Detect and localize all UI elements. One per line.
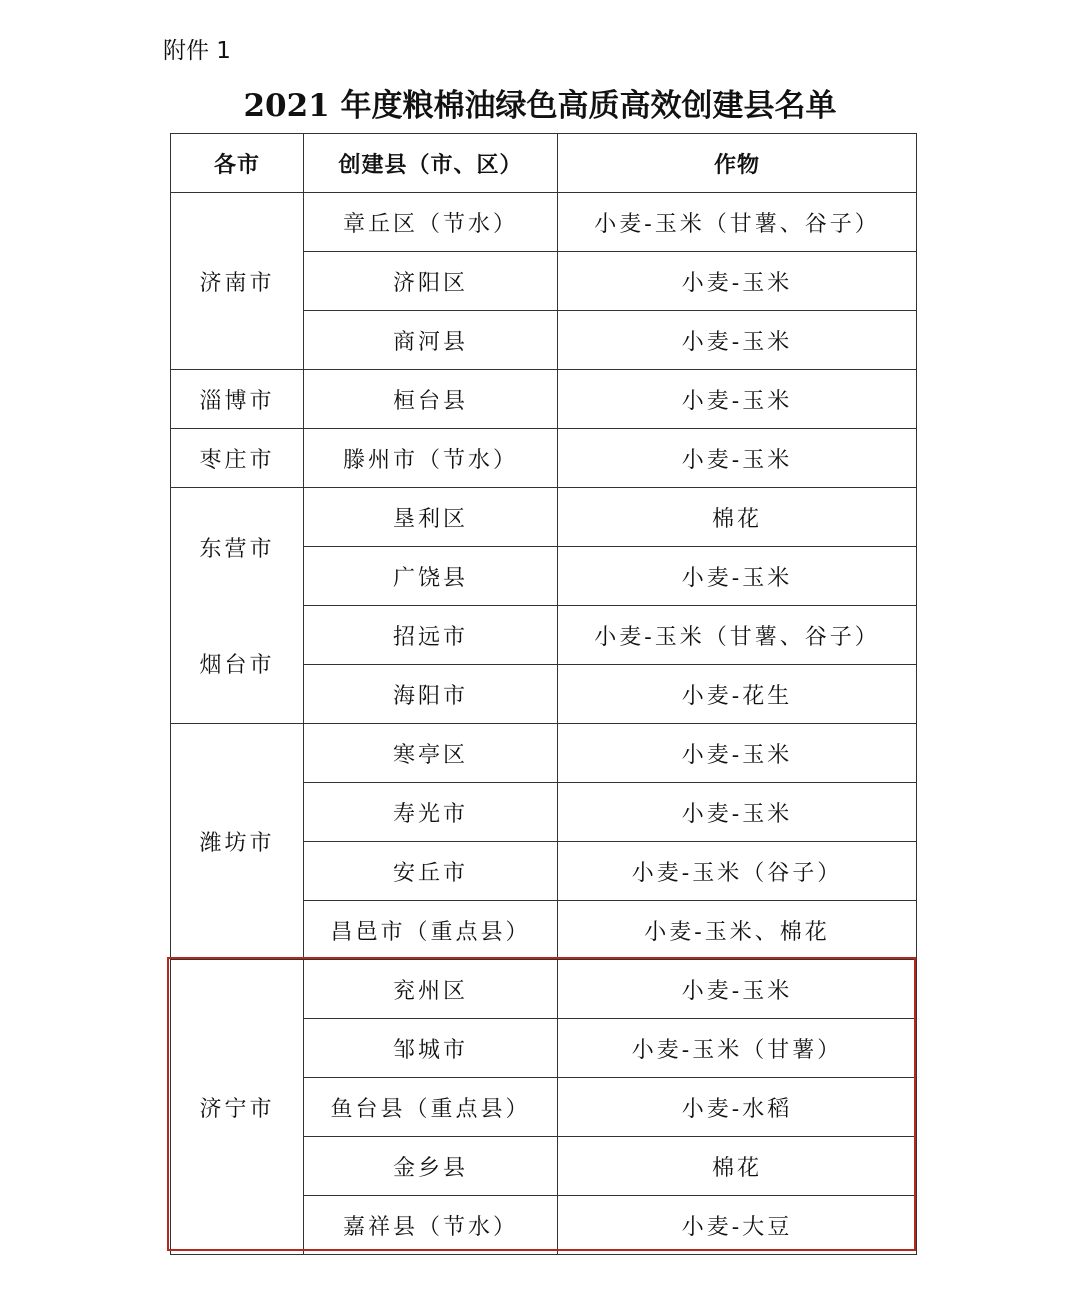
header-city: 各市: [171, 134, 304, 193]
table-row: [171, 724, 917, 783]
county-cell: 滕州市（节水）: [304, 429, 558, 488]
crop-cell: 小麦-玉米（甘薯、谷子）: [558, 606, 917, 665]
crop-cell: 小麦-玉米: [558, 724, 917, 783]
crop-cell: 小麦-玉米: [558, 370, 917, 429]
county-cell: 寒亭区: [304, 724, 558, 783]
county-cell: 垦利区: [304, 488, 558, 547]
table-header-row: [171, 134, 917, 193]
crop-cell: 小麦-玉米: [558, 311, 917, 370]
county-cell: 招远市: [304, 606, 558, 665]
county-cell: 广饶县: [304, 547, 558, 606]
crop-cell: 小麦-水稻: [558, 1078, 917, 1137]
county-cell: 商河县: [304, 311, 558, 370]
crop-cell: 小麦-玉米（谷子）: [558, 842, 917, 901]
crop-cell: 小麦-玉米: [558, 783, 917, 842]
city-name: 烟台市: [199, 653, 275, 678]
county-cell: 金乡县: [304, 1137, 558, 1196]
county-cell: 济阳区: [304, 252, 558, 311]
crop-cell: 小麦-玉米: [558, 429, 917, 488]
county-cell: 章丘区（节水）: [304, 193, 558, 252]
city-cell: 济南市: [171, 193, 304, 370]
crop-cell: 小麦-玉米: [558, 252, 917, 311]
county-cell: 安丘市: [304, 842, 558, 901]
city-name: 东营市: [199, 537, 275, 562]
attachment-label: 附件 1: [163, 38, 231, 64]
city-cell-merged: [171, 488, 304, 724]
city-cell: 枣庄市: [171, 429, 304, 488]
county-cell: 兖州区: [304, 960, 558, 1019]
crop-cell: 小麦-玉米: [558, 960, 917, 1019]
crop-cell: 棉花: [558, 1137, 917, 1196]
table-row: [171, 370, 917, 429]
county-cell: 邹城市: [304, 1019, 558, 1078]
header-crop: 作物: [558, 134, 917, 193]
crop-cell: 小麦-大豆: [558, 1196, 917, 1255]
document-title: 2021 年度粮棉油绿色高质高效创建县名单: [243, 88, 837, 124]
city-cell: 淄博市: [171, 370, 304, 429]
county-cell: 寿光市: [304, 783, 558, 842]
crop-cell: 小麦-玉米、棉花: [558, 901, 917, 960]
county-cell: 鱼台县（重点县）: [304, 1078, 558, 1137]
table-row: [171, 429, 917, 488]
county-cell: 嘉祥县（节水）: [304, 1196, 558, 1255]
crop-cell: 棉花: [558, 488, 917, 547]
county-cell: 昌邑市（重点县）: [304, 901, 558, 960]
crop-cell: 小麦-玉米（甘薯、谷子）: [558, 193, 917, 252]
county-table: [170, 133, 917, 1255]
crop-cell: 小麦-玉米: [558, 547, 917, 606]
county-cell: 桓台县: [304, 370, 558, 429]
crop-cell: 小麦-花生: [558, 665, 917, 724]
county-cell: 海阳市: [304, 665, 558, 724]
crop-cell: 小麦-玉米（甘薯）: [558, 1019, 917, 1078]
table-row: [171, 193, 917, 252]
header-county: 创建县（市、区）: [304, 134, 558, 193]
table-row: [171, 960, 917, 1019]
city-cell: 济宁市: [171, 960, 304, 1255]
city-cell: 潍坊市: [171, 724, 304, 960]
table-row: [171, 488, 917, 547]
